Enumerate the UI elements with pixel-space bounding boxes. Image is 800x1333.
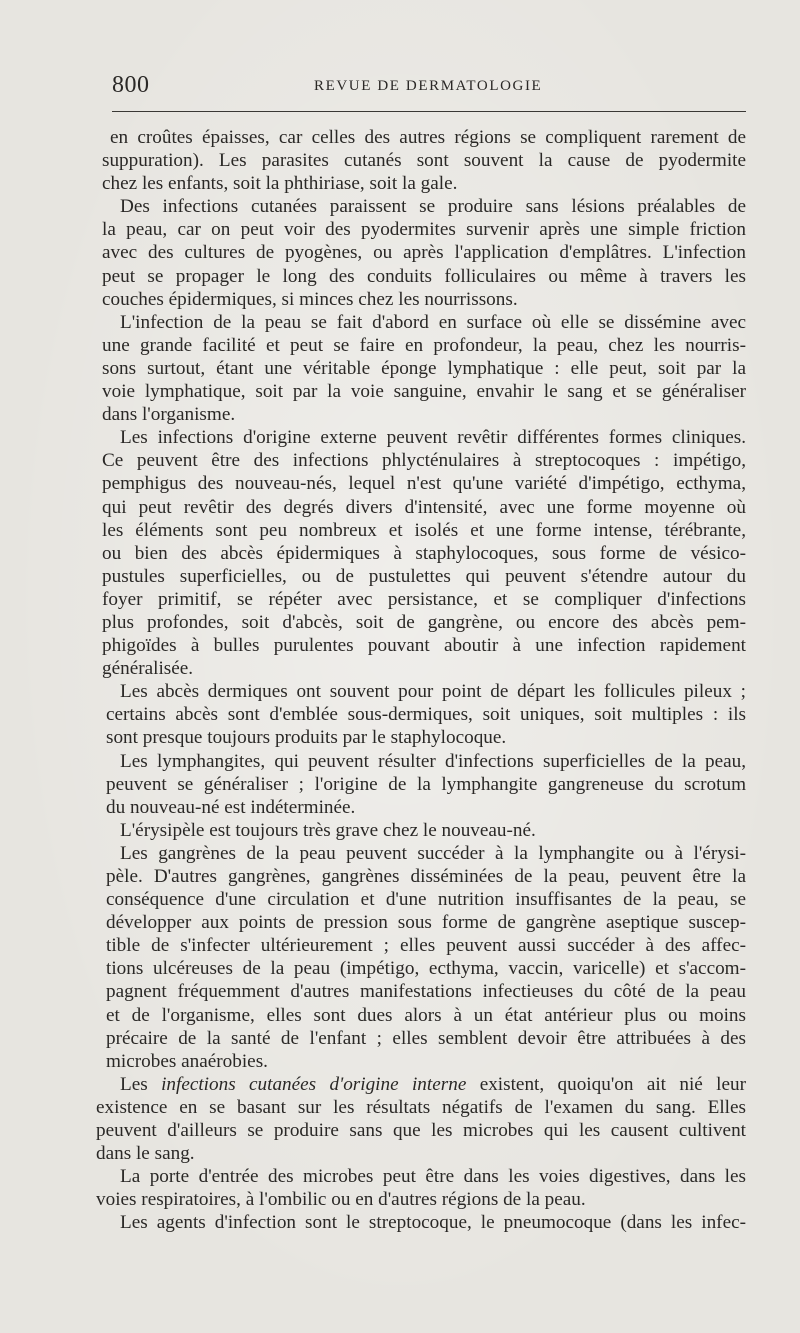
emphasis-text: infections cutanées d'origine interne: [161, 1073, 467, 1095]
text-line: ou bien des abcès épidermiques à staphylocoques, sous forme de vésico-: [102, 542, 746, 564]
text-line: voies respiratoires, à l'ombilic ou en d'autres régions de la peau.: [96, 1189, 586, 1211]
text-line: développer aux points de pression sous forme de gangrène aseptique suscep-: [106, 912, 746, 934]
text-line: dans l'organisme.: [102, 404, 236, 426]
text-line: avec des cultures de pyogènes, ou après l'application d'emplâtres. L'infection: [102, 242, 746, 264]
text-line: La porte d'entrée des microbes peut être dans les voies digestives, dans les: [120, 1166, 746, 1188]
text-line: en croûtes épaisses, car celles des autres régions se compliquent rarement de: [110, 127, 746, 148]
text-run: Les: [120, 1073, 162, 1095]
text-line: pustules superficielles, ou de pustulettes qui peuvent s'étendre autour du: [102, 565, 746, 587]
text-line: chez les enfants, soit la phthiriase, soit la gale.: [102, 173, 458, 195]
text-line: Les abcès dermiques ont souvent pour point de départ les follicules pileux ;: [120, 681, 746, 703]
text-line: pemphigus des nouveau-nés, lequel n'est qu'une variété d'impétigo, ecthyma,: [102, 473, 746, 495]
text-line: conséquence d'une circulation et d'une nutrition insuffisantes de la peau, se: [106, 889, 746, 911]
text-line: généralisée.: [102, 658, 194, 680]
text-line: Des infections cutanées paraissent se produire sans lésions préalables de: [120, 196, 746, 218]
text-line: tions ulcéreuses de la peau (impétigo, ecthyma, vaccin, varicelle) et s'accom-: [106, 958, 746, 980]
text-line: plus profondes, soit d'abcès, soit de gangrène, ou encore des abcès pem-: [102, 611, 746, 633]
text-line: précaire de la santé de l'enfant ; elles semblent devoir être attribuées à des: [106, 1027, 746, 1049]
text-line: [96, 1073, 746, 1096]
text-line: microbes anaérobies.: [106, 1050, 268, 1072]
text-line: suppuration). Les parasites cutanés sont souvent la cause de pyodermite: [102, 150, 746, 172]
text-line: couches épidermiques, si minces chez les nourrissons.: [102, 288, 518, 310]
text-line: et de l'organisme, elles sont dues alors à un état antérieur plus ou moins: [106, 1004, 746, 1026]
text-line: Les gangrènes de la peau peuvent succéder à la lymphangite ou à l'érysi-: [120, 842, 746, 864]
text-line: les éléments sont peu nombreux et isolés et une forme intense, térébrante,: [102, 519, 746, 541]
text-line: pagnent fréquemment d'autres manifestations infectieuses du côté de la peau: [106, 981, 746, 1003]
text-line: sons surtout, étant une véritable éponge lymphatique : elle peut, soit par la: [102, 357, 746, 379]
text-line: qui peut revêtir des degrés divers d'intensité, avec une forme moyenne où: [102, 496, 746, 518]
body-text: [96, 126, 746, 1235]
text-line: Les lymphangites, qui peuvent résulter d'infections superficielles de la peau,: [120, 750, 746, 772]
page-number: 800: [112, 72, 150, 98]
text-line: peuvent d'ailleurs se produire sans que les microbes qui les causent cultivent: [96, 1120, 746, 1142]
text-line: dans le sang.: [96, 1143, 195, 1165]
text-line: pèle. D'autres gangrènes, gangrènes disséminées de la peau, peuvent être la: [106, 866, 746, 887]
text-line: la peau, car on peut voir des pyodermites survenir après une simple friction: [102, 219, 746, 241]
text-line: peuvent se généraliser ; l'origine de la lymphangite gangreneuse du scrotum: [106, 773, 746, 795]
running-title: REVUE DE DERMATOLOGIE: [314, 78, 543, 94]
text-line: L'infection de la peau se fait d'abord en surface où elle se dissémine avec: [120, 311, 746, 333]
text-line: L'érysipèle est toujours très grave chez le nouveau-né.: [120, 819, 536, 841]
header-rule: [112, 111, 746, 112]
text-line: Les agents d'infection sont le streptocoque, le pneumocoque (dans les infec-: [120, 1212, 746, 1234]
text-line: du nouveau-né est indéterminée.: [106, 796, 356, 818]
text-line: existence en se basant sur les résultats négatifs de l'examen du sang. Elles: [96, 1096, 746, 1118]
text-line: voie lymphatique, soit par la voie sanguine, envahir le sang et se généraliser: [102, 381, 746, 403]
text-line: peut se propager le long des conduits folliculaires ou même à travers les: [102, 265, 746, 287]
text-run: existent, quoiqu'on ait nié leur: [466, 1073, 746, 1095]
text-line: sont presque toujours produits par le staphylocoque.: [106, 727, 507, 749]
text-line: phigoïdes à bulles purulentes pouvant aboutir à une infection rapidement: [102, 635, 746, 657]
text-line: Ce peuvent être des infections phlycténulaires à streptocoques : impétigo,: [102, 450, 746, 472]
text-line: foyer primitif, se répéter avec persistance, et se compliquer d'infections: [102, 588, 746, 610]
text-line: une grande facilité et peut se faire en profondeur, la peau, chez les nourris-: [102, 334, 746, 356]
text-line: certains abcès sont d'emblée sous-dermiques, soit uniques, soit multiples : ils: [106, 704, 746, 726]
text-line: Les infections d'origine externe peuvent revêtir différentes formes cliniques.: [120, 427, 746, 449]
text-line: tible de s'infecter ultérieurement ; elles peuvent aussi succéder à des affec-: [106, 935, 746, 957]
page-header: [112, 72, 744, 102]
